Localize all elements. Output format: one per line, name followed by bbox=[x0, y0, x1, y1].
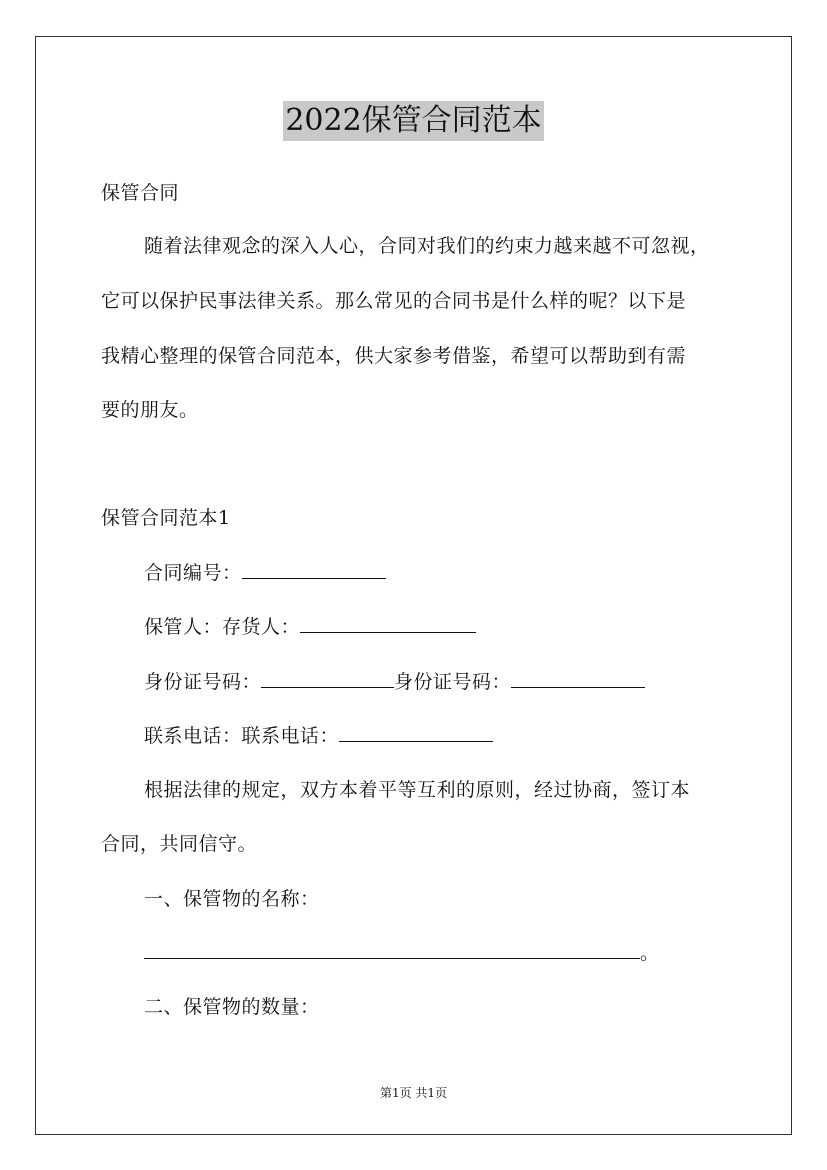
id-number-label-2: 身份证号码： bbox=[394, 671, 512, 693]
body-line-2: 合同，共同信守。 bbox=[101, 833, 258, 855]
section-heading: 保管合同 bbox=[101, 182, 180, 204]
item-1-blank-row bbox=[144, 940, 660, 966]
intro-line-4: 要的朋友。 bbox=[101, 399, 199, 421]
page-footer: 第1页 共1页 bbox=[379, 1086, 448, 1100]
intro-line-3: 我精心整理的保管合同范本，供大家参考借鉴，希望可以帮助到有需 bbox=[101, 345, 687, 367]
item-1-blank bbox=[144, 940, 640, 959]
keeper-label: 保管人：存货人： bbox=[144, 616, 301, 638]
sample-heading: 保管合同范本1 bbox=[101, 507, 231, 529]
id-number-blank-1 bbox=[261, 669, 394, 688]
id-number-row bbox=[144, 669, 645, 695]
contract-number-row bbox=[144, 560, 386, 586]
contract-number-blank bbox=[242, 560, 386, 579]
keeper-blank bbox=[300, 614, 476, 633]
title-text: 2022保管合同范本 bbox=[283, 101, 543, 141]
item-2: 二、保管物的数量： bbox=[144, 996, 320, 1018]
id-number-blank-2 bbox=[511, 669, 645, 688]
intro-line-2: 它可以保护民事法律关系。那么常见的合同书是什么样的呢？以下是 bbox=[101, 290, 687, 312]
item-1: 一、保管物的名称： bbox=[144, 888, 320, 910]
id-number-label-1: 身份证号码： bbox=[144, 671, 262, 693]
phone-label: 联系电话：联系电话： bbox=[144, 725, 340, 747]
phone-row bbox=[144, 723, 493, 749]
keeper-row bbox=[144, 614, 476, 640]
document-title bbox=[0, 101, 827, 141]
intro-line-1: 随着法律观念的深入人心，合同对我们的约束力越来越不可忽视， bbox=[144, 235, 710, 257]
contract-number-label: 合同编号： bbox=[144, 562, 242, 584]
item-1-period: 。 bbox=[640, 942, 660, 964]
phone-blank bbox=[339, 723, 493, 742]
body-line-1: 根据法律的规定，双方本着平等互利的原则，经过协商，签订本 bbox=[144, 779, 691, 801]
